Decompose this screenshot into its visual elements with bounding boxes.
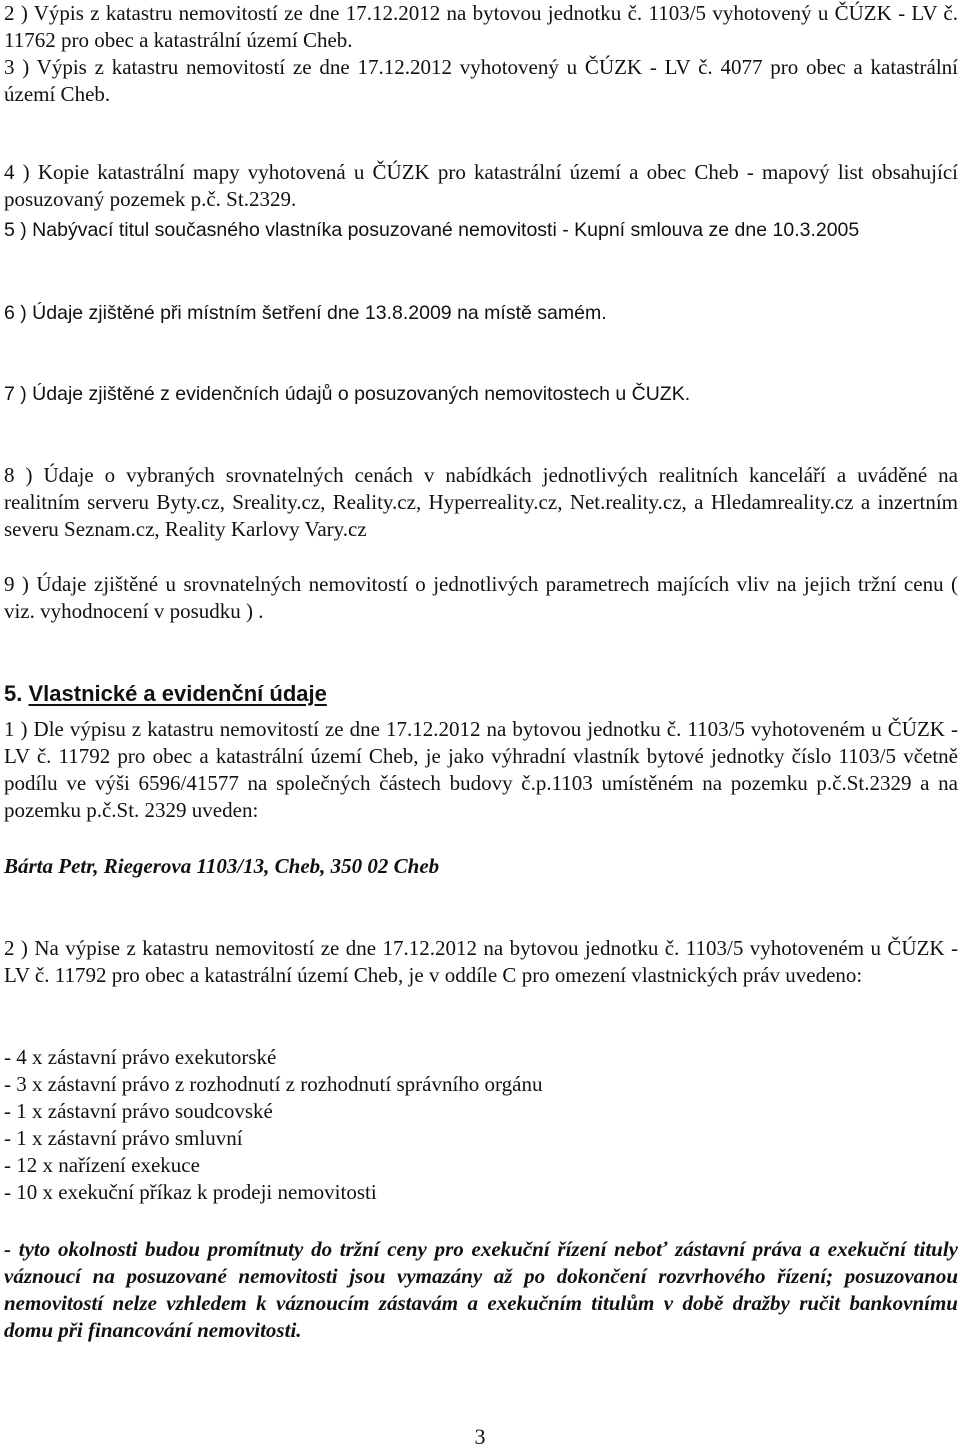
source-item-4: 4 ) Kopie katastrální mapy vyhotovená u ČÚZK pro katastrální území a obec Cheb - mapový list obsahující posuzovaný pozemek p.č. St.2329. [4,160,958,211]
lien-list [4,1044,958,1206]
list-item: - 10 x exekuční příkaz k prodeji nemovitosti [4,1180,377,1204]
closing-note: - tyto okolnosti budou promítnuty do tržní ceny pro exekuční řízení neboť zástavní práva a exekuční tituly váznoucí na posuzované nemovitosti jsou vymazány až po dokončení rozvrhového řízení; posuzovanou nemovitostí nelze vzhledem k váznoucím zástavám a exekučním titulům v době dražby ručit bankovnímu domu při financování nemovitosti. [4,1237,958,1342]
section-title: Vlastnické a evidenční údaje [28,681,327,706]
source-item-9: 9 ) Údaje zjištěné u srovnatelných nemovitostí o jednotlivých parametrech majících vliv na jejich tržní cenu ( viz. vyhodnocení v posudku ) . [4,572,958,623]
list-item: - 4 x zástavní právo exekutorské [4,1045,277,1069]
list-item: - 1 x zástavní právo smluvní [4,1126,243,1150]
list-item: - 12 x nařízení exekuce [4,1153,200,1177]
section-heading [4,680,958,707]
list-item: - 3 x zástavní právo z rozhodnutí z rozhodnutí správního orgánu [4,1072,543,1096]
section-number: 5. [4,681,23,706]
source-item-8: 8 ) Údaje o vybraných srovnatelných cenách v nabídkách jednotlivých realitních kanceláří a uváděné na realitním serveru Byty.cz, Sreality.cz, Reality.cz, Hyperreality.cz, Net.reality.cz, a Hledamreality.cz a inzertním severu Seznam.cz, Reality Karlovy Vary.cz [4,463,958,541]
source-item-6: 6 ) Údaje zjištěné při místním šetření dne 13.8.2009 na místě samém. [4,302,607,324]
page-number: 3 [474,1424,486,1449]
owner-name: Bárta Petr, Riegerova 1103/13, Cheb, 350 02 Cheb [4,854,440,878]
list-item: - 1 x zástavní právo soudcovské [4,1099,273,1123]
restriction-paragraph: 2 ) Na výpise z katastru nemovitostí ze dne 17.12.2012 na bytovou jednotku č. 1103/5 vyhotoveném u ČÚZK - LV č. 11792 pro obec a katastrální území Cheb, je v oddíle C pro omezení vlastnických práv uvedeno: [4,936,958,987]
source-item-3: 3 ) Výpis z katastru nemovitostí ze dne 17.12.2012 vyhotovený u ČÚZK - LV č. 4077 pro obec a katastrální území Cheb. [4,55,958,106]
source-item-2: 2 ) Výpis z katastru nemovitostí ze dne 17.12.2012 na bytovou jednotku č. 1103/5 vyhotovený u ČÚZK - LV č. 11762 pro obec a katastrální území Cheb. [4,1,958,52]
source-item-5: 5 ) Nabývací titul současného vlastníka posuzované nemovitosti - Kupní smlouva ze dne 10.3.2005 [4,219,860,241]
ownership-paragraph: 1 ) Dle výpisu z katastru nemovitostí ze dne 17.12.2012 na bytovou jednotku č. 1103/5 vyhotoveném u ČÚZK - LV č. 11792 pro obec a katastrální území Cheb, je jako výhradní vlastník bytové jednotky číslo 1103/5 včetně podílu ve výši 6596/41577 na společných částech budovy č.p.1103 umístěném na pozemku p.č.St.2329 a na pozemku p.č.St. 2329 uveden: [4,717,958,822]
source-item-7: 7 ) Údaje zjištěné z evidenčních údajů o posuzovaných nemovitostech u ČUZK. [4,383,691,405]
